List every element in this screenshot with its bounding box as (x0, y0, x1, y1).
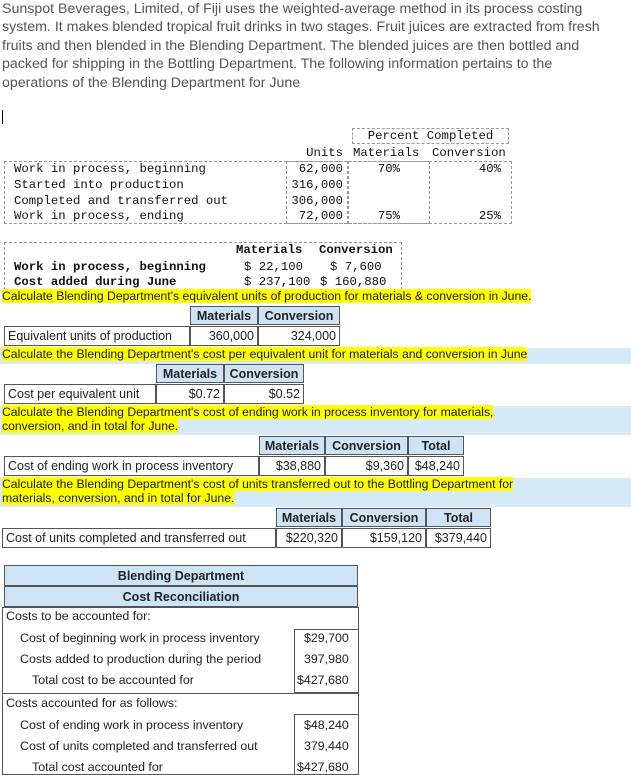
q4-prompt-line2: materials, conversion, and in total for June. (2, 490, 235, 505)
q3-total-header: Total (408, 436, 464, 455)
q4-conversion-input[interactable]: $159,120 (342, 528, 426, 548)
recon-value-input[interactable]: 379,440 (304, 739, 349, 753)
q3-total-input[interactable]: $48,240 (408, 456, 464, 476)
q4-conversion-header: Conversion (342, 508, 426, 527)
materials-pct: 70% (377, 162, 400, 176)
conversion-pct: 40% (478, 162, 501, 176)
q4-prompt (0, 478, 631, 507)
recon-row-label: Cost of ending work in process inventory (20, 718, 244, 732)
recon-row-label: Cost of beginning work in process inventory (20, 631, 260, 645)
q4-total-header: Total (426, 508, 491, 527)
cost-row-label: Cost added during June (14, 275, 177, 289)
q1-prompt-text: Calculate Blending Department's equivalent units of production for materials & conversion in June. (2, 289, 532, 303)
q1-conversion-input[interactable]: 324,000 (258, 326, 340, 346)
q2-row-label: Cost per equivalent unit (4, 384, 156, 404)
cost-materials-header: Materials (236, 243, 303, 257)
q2-materials-input[interactable]: $0.72 (156, 384, 224, 404)
cost-materials-value: $ 22,100 (244, 260, 304, 274)
problem-intro: Sunspot Beverages, Limited, of Fiji uses the weighted-average method in its process costing system. It makes blended tropical fruit drinks in two stages. Fruit juices are extracted from fresh fruits and then blended in the Blending Department. The blended juices are then bottled and packed for shipping in the Bottling Department. The following information pertains to the operations of the Blending Department for June (2, 1, 600, 91)
q3-materials-header: Materials (259, 436, 325, 455)
percent-completed-header: Percent Completed (367, 129, 494, 143)
units-row-label: Completed and transferred out (14, 194, 229, 208)
recon-value-input[interactable]: $48,240 (304, 718, 349, 732)
units-row-label: Started into production (14, 178, 184, 192)
q3-materials-input[interactable]: $38,880 (259, 456, 325, 476)
materials-pct: 75% (377, 209, 400, 223)
q2-prompt-text: Calculate the Blending Department's cost per equivalent unit for materials and conversion in June (2, 347, 528, 361)
conversion-col-header: Conversion (432, 146, 506, 160)
q2-conversion-header: Conversion (224, 364, 304, 383)
cost-conversion-value: $ 7,600 (330, 260, 382, 274)
units-value: 72,000 (298, 209, 343, 223)
cost-materials-value: $ 237,100 (244, 275, 311, 289)
recon-row-label: Costs added to production during the period (20, 652, 262, 666)
units-value: 62,000 (298, 162, 343, 176)
q1-materials-header: Materials (190, 306, 258, 325)
recon-value-input[interactable]: $29,700 (304, 631, 349, 645)
units-col-header: Units (306, 146, 343, 160)
recon-subtitle: Cost Reconciliation (4, 586, 358, 607)
q4-materials-header: Materials (276, 508, 342, 527)
cost-conversion-header: Conversion (319, 243, 393, 257)
units-row-label: Work in process, beginning (14, 162, 206, 176)
recon-row-label: Cost of units completed and transferred out (20, 739, 258, 753)
q1-prompt (0, 290, 631, 306)
units-row-label: Work in process, ending (14, 209, 184, 223)
q3-conversion-header: Conversion (325, 436, 408, 455)
q4-total-input[interactable]: $379,440 (426, 528, 491, 548)
q4-row-label: Cost of units completed and transferred out (2, 528, 276, 548)
conversion-pct: 25% (478, 209, 501, 223)
recon-section-costs-to-account: Costs to be accounted for: (6, 609, 151, 623)
cost-row-label: Work in process, beginning (14, 260, 206, 274)
recon-value-input[interactable]: 397,980 (304, 652, 349, 666)
recon-row-label: Total cost accounted for (32, 760, 163, 774)
units-value: 306,000 (291, 194, 343, 208)
cost-conversion-value: $ 160,880 (320, 275, 387, 289)
q3-prompt-line1: Calculate the Blending Department's cost of ending work in process inventory for materials, (2, 405, 494, 419)
units-value: 316,000 (291, 178, 343, 192)
q1-row-label: Equivalent units of production (4, 326, 190, 346)
q3-conversion-input[interactable]: $9,360 (325, 456, 408, 476)
q3-prompt (0, 406, 631, 435)
q2-prompt (0, 348, 631, 364)
recon-title: Blending Department (4, 565, 358, 586)
q2-materials-header: Materials (156, 364, 224, 383)
q4-prompt-line1: Calculate the Blending Department's cost of units transferred out to the Bottling Department for (2, 477, 514, 491)
recon-value-input[interactable]: $427,680 (297, 673, 349, 687)
text-cursor (2, 110, 3, 124)
q1-conversion-header: Conversion (258, 306, 340, 325)
q2-conversion-input[interactable]: $0.52 (224, 384, 304, 404)
materials-col-header: Materials (353, 146, 420, 160)
recon-value-input[interactable]: $427,680 (297, 760, 349, 774)
q1-materials-input[interactable]: 360,000 (190, 326, 258, 346)
recon-section-costs-accounted: Costs accounted for as follows: (6, 696, 178, 710)
q3-prompt-line2: conversion, and in total for June. (2, 418, 179, 433)
q3-row-label: Cost of ending work in process inventory (4, 456, 259, 476)
recon-row-label: Total cost to be accounted for (32, 673, 194, 687)
q4-materials-input[interactable]: $220,320 (276, 528, 342, 548)
